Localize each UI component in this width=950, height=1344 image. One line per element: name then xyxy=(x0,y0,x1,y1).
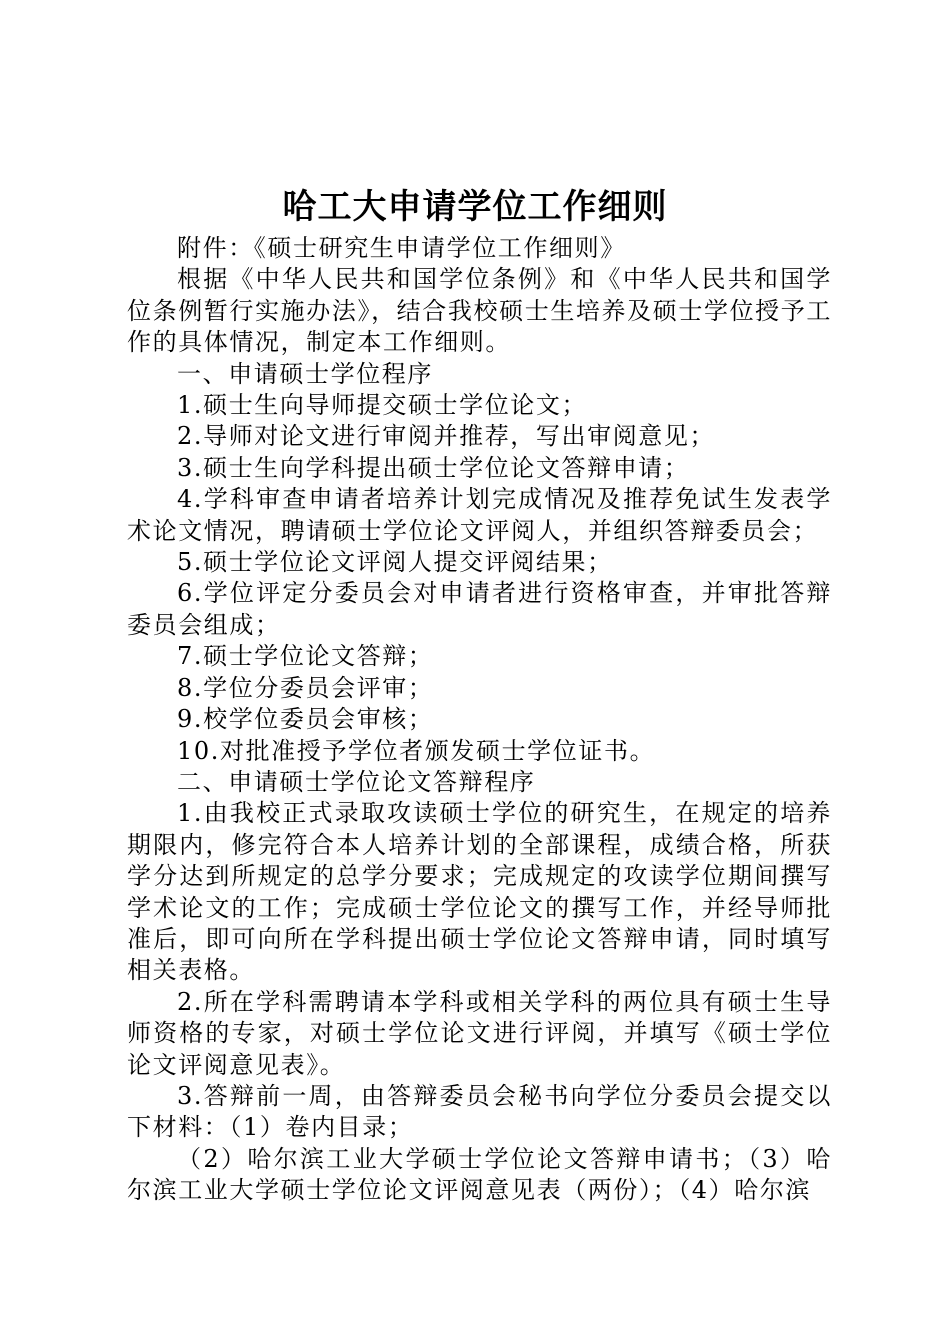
list-item: 4.学科审查申请者培养计划完成情况及推荐免试生发表学术论文情况，聘请硕士学位论文评阅人，并组织答辩委员会； xyxy=(127,485,832,545)
document-body xyxy=(127,233,832,1207)
list-item: 6.学位评定分委员会对申请者进行资格审查，并审批答辩委员会组成； xyxy=(127,579,832,639)
list-item: 5.硕士学位论文评阅人提交评阅结果； xyxy=(177,548,613,577)
intro-paragraph: 根据《中华人民共和国学位条例》和《中华人民共和国学位条例暂行实施办法》，结合我校硕士生培养及硕士学位授予工作的具体情况，制定本工作细则。 xyxy=(127,265,832,357)
list-item: 7.硕士学位论文答辩； xyxy=(177,642,434,671)
list-item: 8.学位分委员会评审； xyxy=(177,673,434,702)
document-title: 哈工大申请学位工作细则 xyxy=(282,187,668,227)
list-item: （2）哈尔滨工业大学硕士学位论文答辩申请书；（3）哈尔滨工业大学硕士学位论文评阅意见表（两份）；（4）哈尔滨 xyxy=(127,1144,832,1205)
list-item: 1.硕士生向导师提交硕士学位论文； xyxy=(177,391,588,420)
list-item: 3.答辩前一周，由答辩委员会秘书向学位分委员会提交以下材料：（1）卷内目录； xyxy=(127,1081,832,1142)
list-item: 1.由我校正式录取攻读硕士学位的研究生，在规定的培养期限内，修完符合本人培养计划的全部课程，成绩合格，所获学分达到所规定的总学分要求；完成规定的攻读学位期间撰写学术论文的工作；完成硕士学位论文的撰写工作，并经导师批准后，即可向所在学科提出硕士学位论文答辩申请，同时填写相关表格。 xyxy=(127,799,832,985)
list-item: 10.对批准授予学位者颁发硕士学位证书。 xyxy=(177,736,656,765)
list-item: 3.硕士生向学科提出硕士学位论文答辩申请； xyxy=(177,453,690,482)
section-heading-1: 一、申请硕士学位程序 xyxy=(177,359,433,388)
list-item: 2.所在学科需聘请本学科或相关学科的两位具有硕士生导师资格的专家，对硕士学位论文进行评阅，并填写《硕士学位论文评阅意见表》。 xyxy=(127,987,832,1079)
list-item: 9.校学位委员会审核； xyxy=(177,705,434,734)
list-item: 2.导师对论文进行审阅并推荐，写出审阅意见； xyxy=(177,422,716,451)
attachment-line: 附件：《硕士研究生申请学位工作细则》 xyxy=(177,234,626,262)
section-heading-2: 二、申请硕士学位论文答辩程序 xyxy=(177,767,536,796)
